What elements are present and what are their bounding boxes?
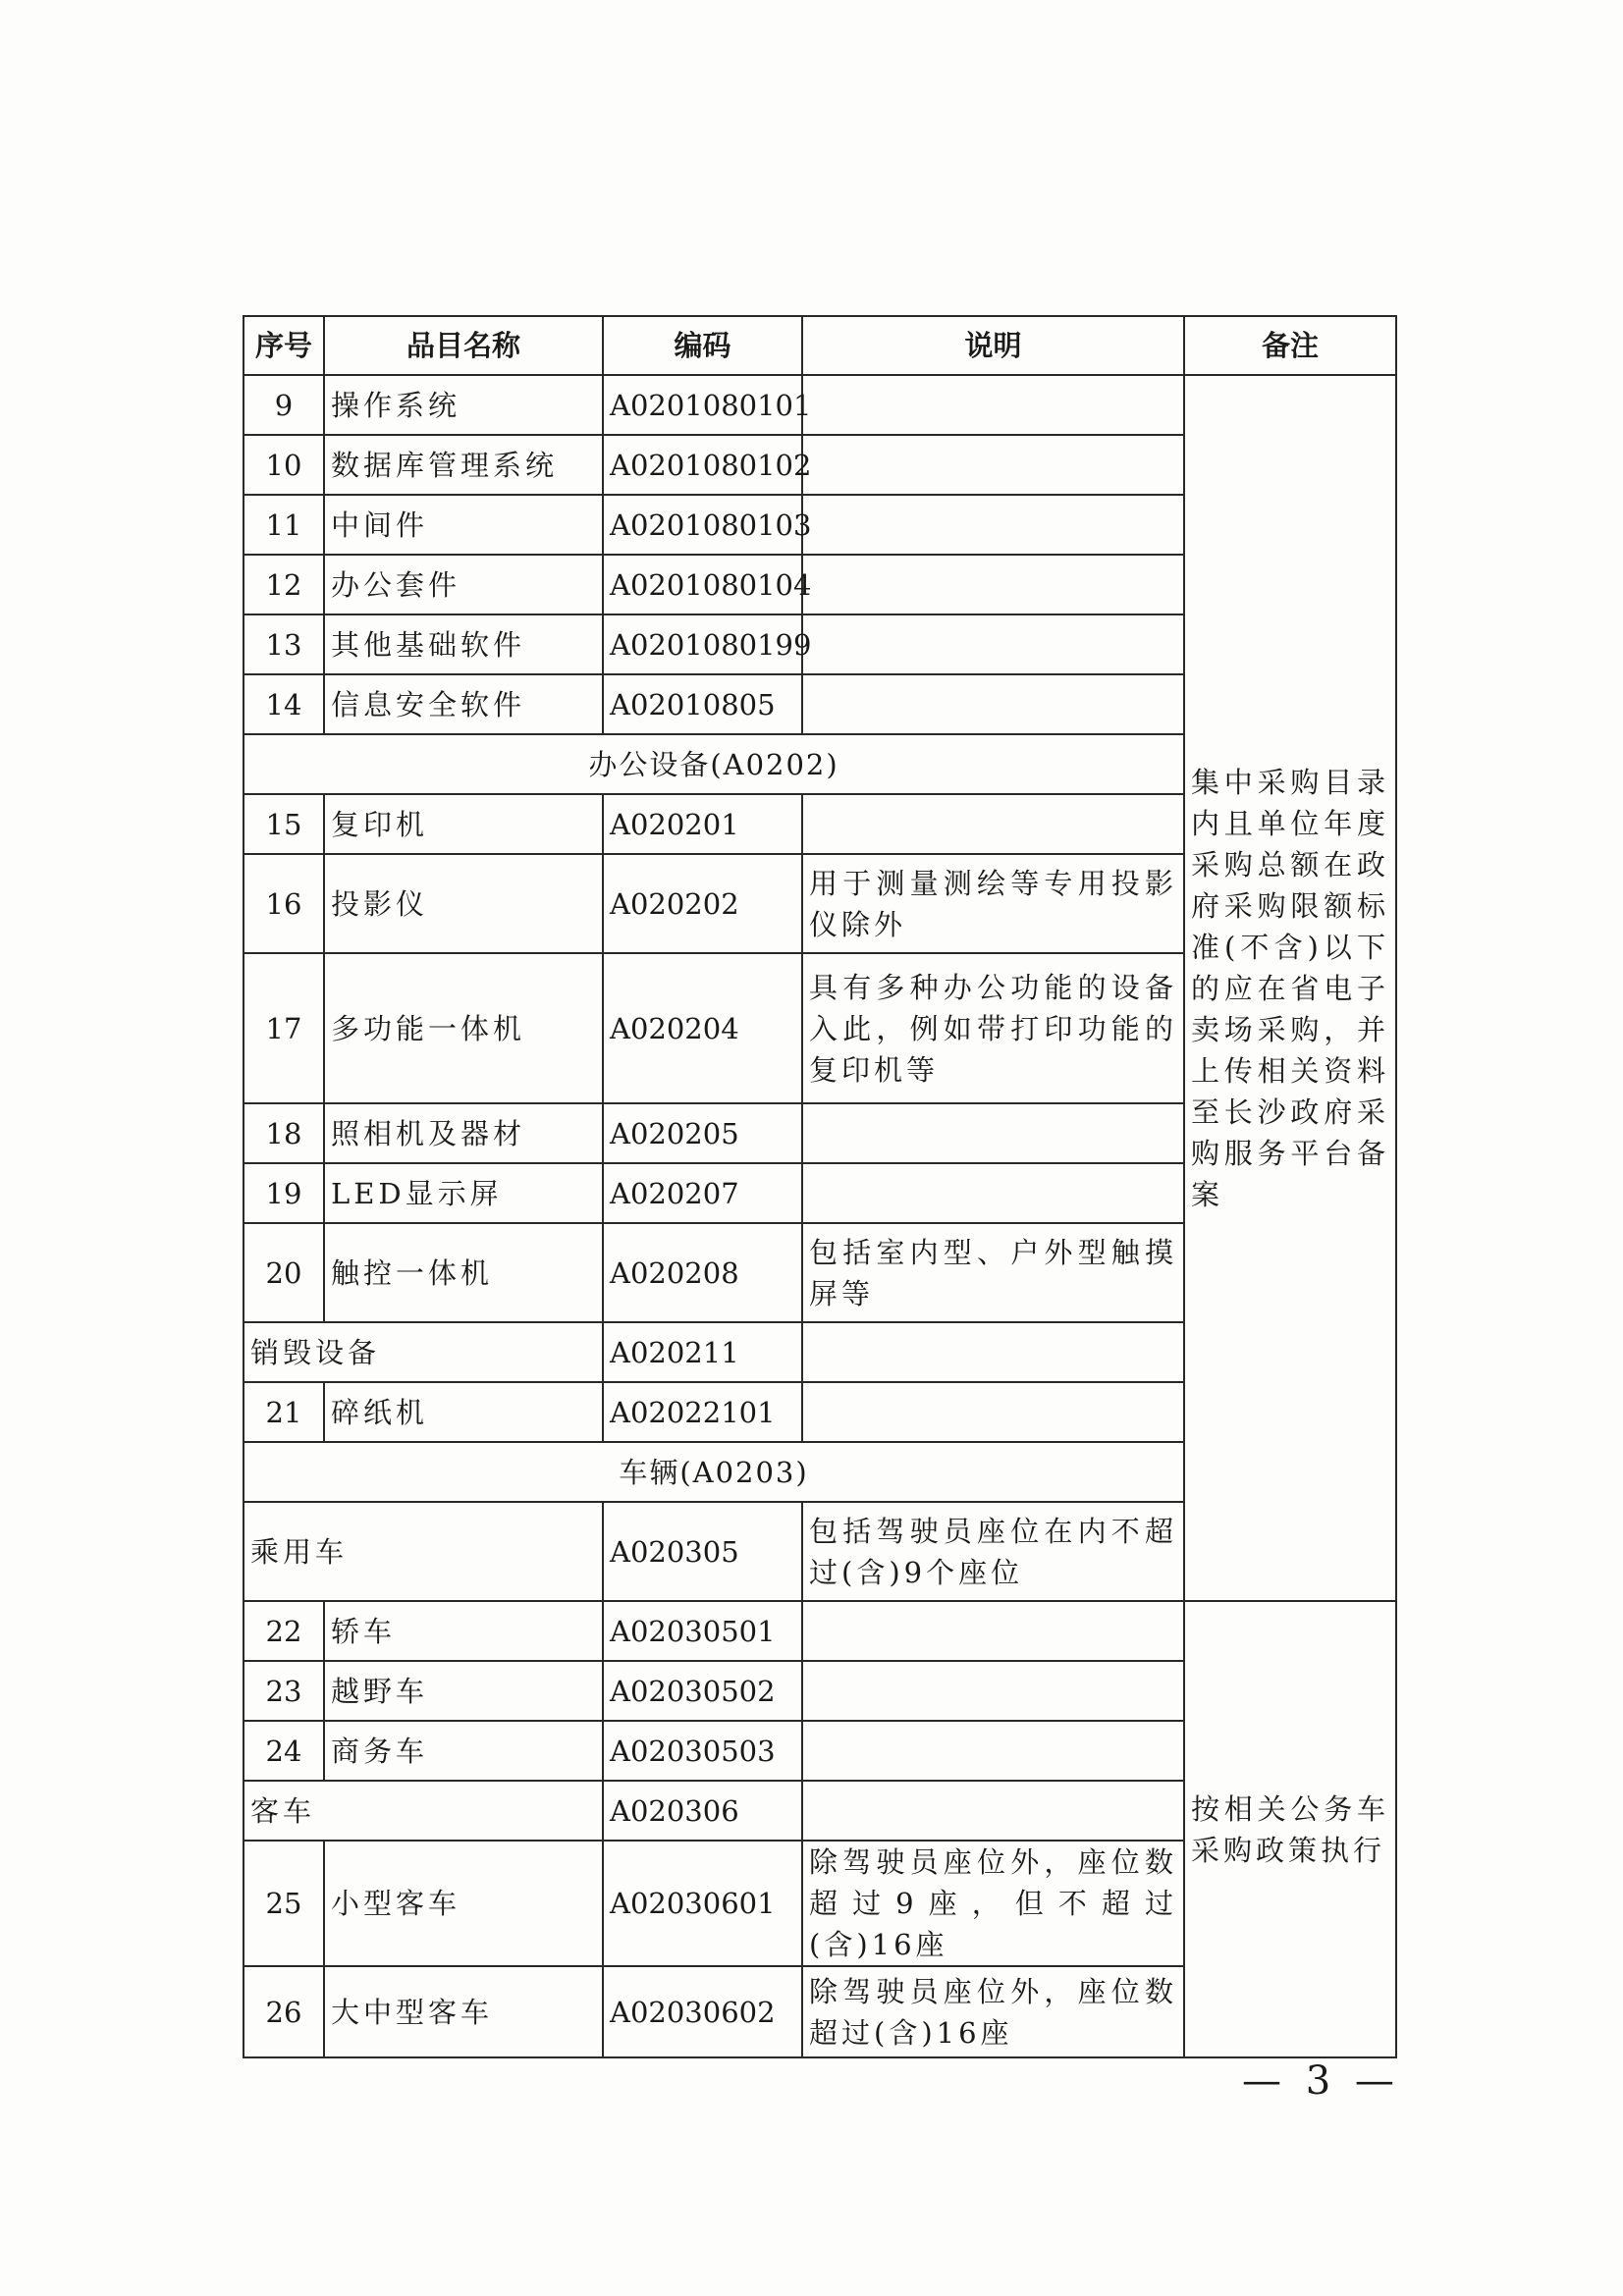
row-code: A0201080101 [603,375,802,435]
row-no: 9 [243,375,324,435]
header-no: 序号 [243,316,324,375]
row-name: 触控一体机 [324,1223,603,1322]
group-name-passenger: 乘用车 [243,1502,603,1601]
row-code: A02022101 [603,1382,802,1442]
row-code: A020205 [603,1103,802,1163]
remark-cell-group1: 集中采购目录内且单位年度采购总额在政府采购限额标准(不含)以下的应在省电子卖场采购，并上传相关资料至长沙政府采购服务平台备案 [1184,375,1396,1601]
row-no: 21 [243,1382,324,1442]
row-desc: 用于测量测绘等专用投影仪除外 [802,854,1184,953]
row-no: 12 [243,555,324,614]
row-no: 15 [243,794,324,854]
row-name: 数据库管理系统 [324,435,603,495]
row-desc [802,435,1184,495]
row-name: 操作系统 [324,375,603,435]
row-desc [802,1103,1184,1163]
header-name: 品目名称 [324,316,603,375]
row-name: 投影仪 [324,854,603,953]
row-no: 11 [243,495,324,555]
row-code: A020202 [603,854,802,953]
group-code-passenger: A020305 [603,1502,802,1601]
row-name: 商务车 [324,1721,603,1781]
row-desc: 具有多种办公功能的设备入此，例如带打印功能的复印机等 [802,953,1184,1103]
row-name: 中间件 [324,495,603,555]
row-name: 照相机及器材 [324,1103,603,1163]
row-desc [802,495,1184,555]
row-code: A0201080104 [603,555,802,614]
row-no: 22 [243,1601,324,1661]
row-no: 26 [243,1966,324,2057]
remark-cell-group2: 按相关公务车采购政策执行 [1184,1601,1396,2057]
row-desc [802,1601,1184,1661]
row-no: 20 [243,1223,324,1322]
row-no: 23 [243,1661,324,1721]
group-code-bus: A020306 [603,1781,802,1841]
group-desc-bus [802,1781,1184,1841]
row-name: 碎纸机 [324,1382,603,1442]
row-name: 信息安全软件 [324,674,603,734]
section-title-vehicle: 车辆(A0203) [243,1442,1184,1502]
group-desc-destroy [802,1322,1184,1382]
table-header-row [243,316,1396,375]
row-name: 轿车 [324,1601,603,1661]
row-name: 复印机 [324,794,603,854]
page-number: — 3 — [1242,2058,1400,2104]
row-code: A02030502 [603,1661,802,1721]
row-name: 大中型客车 [324,1966,603,2057]
row-code: A0201080102 [603,435,802,495]
row-code: A02030503 [603,1721,802,1781]
row-desc [802,555,1184,614]
row-name: 多功能一体机 [324,953,603,1103]
header-desc: 说明 [802,316,1184,375]
row-code: A02030601 [603,1841,802,1966]
row-no: 18 [243,1103,324,1163]
row-no: 16 [243,854,324,953]
row-code: A02030602 [603,1966,802,2057]
row-no: 19 [243,1163,324,1223]
table-row [243,375,1396,435]
row-name: 办公套件 [324,555,603,614]
row-code: A0201080199 [603,614,802,674]
row-desc [802,1661,1184,1721]
row-desc: 除驾驶员座位外，座位数超过(含)16座 [802,1966,1184,2057]
row-no: 14 [243,674,324,734]
row-desc [802,674,1184,734]
catalog-table [243,315,1397,2058]
header-remark: 备注 [1184,316,1396,375]
row-no: 10 [243,435,324,495]
row-name: 其他基础软件 [324,614,603,674]
row-desc [802,1721,1184,1781]
row-desc [802,375,1184,435]
group-name-destroy: 销毁设备 [243,1322,603,1382]
row-code: A02030501 [603,1601,802,1661]
section-title-office: 办公设备(A0202) [243,734,1184,794]
row-desc [802,1382,1184,1442]
group-code-destroy: A020211 [603,1322,802,1382]
header-code: 编码 [603,316,802,375]
group-name-bus: 客车 [243,1781,603,1841]
row-code: A02010805 [603,674,802,734]
row-name: 越野车 [324,1661,603,1721]
table-row [243,1601,1396,1661]
row-no: 25 [243,1841,324,1966]
row-no: 24 [243,1721,324,1781]
row-code: A020208 [603,1223,802,1322]
row-no: 13 [243,614,324,674]
group-desc-passenger: 包括驾驶员座位在内不超过(含)9个座位 [802,1502,1184,1601]
row-desc: 包括室内型、户外型触摸屏等 [802,1223,1184,1322]
row-desc [802,794,1184,854]
row-name: LED显示屏 [324,1163,603,1223]
row-code: A0201080103 [603,495,802,555]
row-code: A020207 [603,1163,802,1223]
row-desc [802,1163,1184,1223]
row-desc [802,614,1184,674]
row-desc: 除驾驶员座位外，座位数超过9座，但不超过(含)16座 [802,1841,1184,1966]
row-code: A020204 [603,953,802,1103]
row-name: 小型客车 [324,1841,603,1966]
row-code: A020201 [603,794,802,854]
row-no: 17 [243,953,324,1103]
